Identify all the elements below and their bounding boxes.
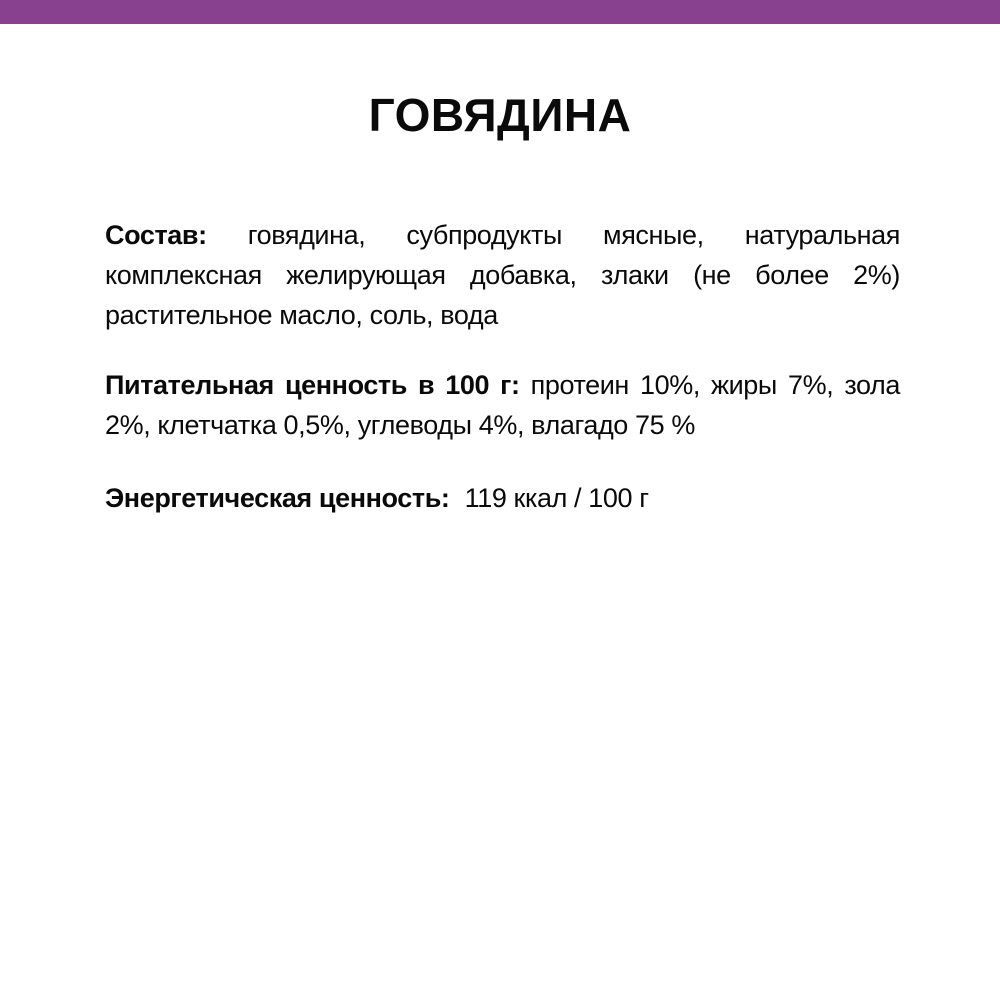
nutrition-line-2: 2%, клетчатка 0,5%, углеводы 4%, влагадо 75 % — [105, 410, 695, 440]
text-line — [105, 478, 900, 518]
ingredients-paragraph — [105, 215, 900, 335]
product-info — [105, 215, 900, 518]
energy-label: Энергетическая ценность: — [105, 483, 450, 513]
text-line — [105, 215, 900, 255]
nutrition-line-1: протеин 10%, жиры 7%, зола — [530, 370, 900, 400]
nutrition-label: Питательная ценность в 100 г: — [105, 370, 520, 400]
ingredients-line-1: говядина, субпродукты мясные, натуральная — [247, 220, 900, 250]
header-accent-bar — [0, 0, 1000, 24]
ingredients-line-2: комплексная желирующая добавка, злаки (не более 2%) — [105, 260, 900, 290]
nutrition-paragraph — [105, 365, 900, 445]
text-line — [105, 365, 900, 405]
page-title: ГОВЯДИНА — [368, 89, 632, 141]
ingredients-label: Состав: — [105, 220, 207, 250]
energy-paragraph — [105, 478, 900, 518]
ingredients-line-3: растительное масло, соль, вода — [105, 300, 498, 330]
energy-value: 119 ккал / 100 г — [464, 483, 649, 513]
